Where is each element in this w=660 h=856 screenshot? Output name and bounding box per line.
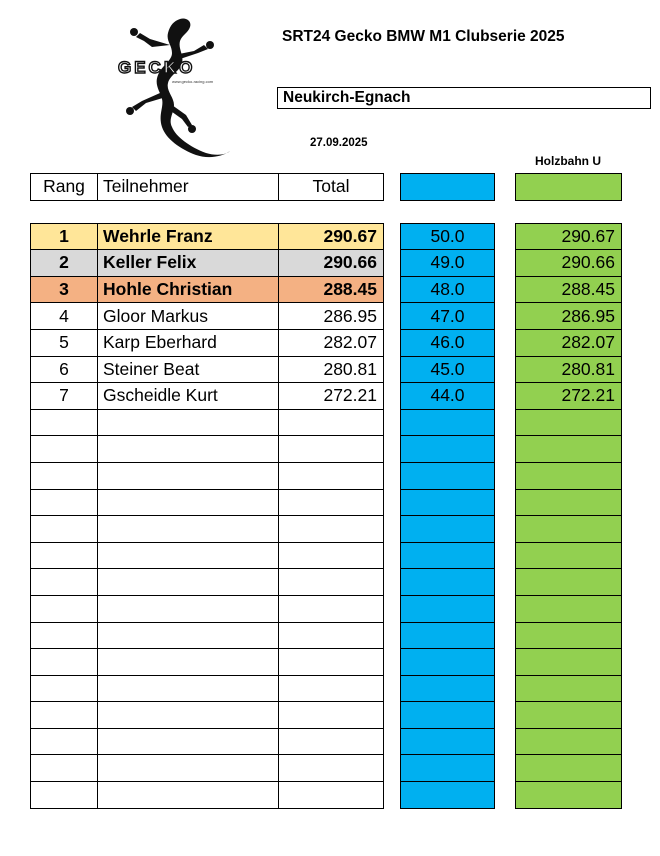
table-header-row	[31, 174, 384, 201]
empty-row	[31, 569, 384, 596]
points-cell: 47.0	[401, 303, 495, 330]
points-empty-cell	[401, 702, 495, 729]
empty-row	[31, 782, 384, 809]
lap-cell: 280.81	[516, 356, 622, 383]
table-row	[31, 329, 384, 356]
points-empty-cell	[401, 516, 495, 543]
participant-cell: Hohle Christian	[98, 276, 279, 303]
empty-row	[31, 649, 384, 676]
total-cell: 288.45	[279, 276, 384, 303]
header-rank: Rang	[31, 174, 98, 201]
total-cell: 290.67	[279, 223, 384, 250]
table-row	[31, 250, 384, 277]
lap-cell: 290.67	[516, 223, 622, 250]
table-row	[31, 223, 384, 250]
lap-cell: 290.66	[516, 250, 622, 277]
table-row	[31, 303, 384, 330]
gecko-logo	[110, 15, 235, 160]
points-column	[400, 173, 495, 809]
rank-cell: 3	[31, 276, 98, 303]
points-empty-cell	[401, 409, 495, 436]
empty-row	[31, 702, 384, 729]
race-date: 27.09.2025	[310, 137, 368, 149]
points-cell: 50.0	[401, 223, 495, 250]
empty-row	[31, 436, 384, 463]
table-row	[31, 276, 384, 303]
lap-empty-cell	[516, 728, 622, 755]
points-empty-cell	[401, 595, 495, 622]
rank-cell: 4	[31, 303, 98, 330]
lap-empty-cell	[516, 622, 622, 649]
rank-cell: 6	[31, 356, 98, 383]
lap-empty-cell	[516, 782, 622, 809]
location-field: Neukirch-Egnach	[277, 87, 651, 109]
lap-cell: 286.95	[516, 303, 622, 330]
empty-row	[31, 755, 384, 782]
total-cell: 280.81	[279, 356, 384, 383]
points-empty-cell	[401, 675, 495, 702]
empty-row	[31, 622, 384, 649]
lap-empty-cell	[516, 489, 622, 516]
empty-row	[31, 595, 384, 622]
empty-row	[31, 462, 384, 489]
empty-row	[31, 489, 384, 516]
empty-row	[31, 409, 384, 436]
rank-cell: 7	[31, 383, 98, 410]
points-empty-cell	[401, 436, 495, 463]
total-cell: 272.21	[279, 383, 384, 410]
participant-cell: Wehrle Franz	[98, 223, 279, 250]
points-empty-cell	[401, 728, 495, 755]
lap-empty-cell	[516, 755, 622, 782]
lap-empty-cell	[516, 702, 622, 729]
lap-empty-cell	[516, 542, 622, 569]
spacer-row	[31, 200, 384, 223]
participant-cell: Karp Eberhard	[98, 329, 279, 356]
lap-empty-cell	[516, 436, 622, 463]
header-total: Total	[279, 174, 384, 201]
lap-column-title: Holzbahn U	[535, 154, 601, 168]
lap-cell: 272.21	[516, 383, 622, 410]
rank-cell: 5	[31, 329, 98, 356]
lap-header-cell	[516, 174, 622, 201]
lap-empty-cell	[516, 649, 622, 676]
points-empty-cell	[401, 649, 495, 676]
points-empty-cell	[401, 462, 495, 489]
points-empty-cell	[401, 782, 495, 809]
points-header-cell	[401, 174, 495, 201]
table-row	[31, 356, 384, 383]
lap-empty-cell	[516, 595, 622, 622]
rank-cell: 1	[31, 223, 98, 250]
points-cell: 44.0	[401, 383, 495, 410]
lap-empty-cell	[516, 516, 622, 543]
points-cell: 49.0	[401, 250, 495, 277]
participant-cell: Gscheidle Kurt	[98, 383, 279, 410]
logo-url-text: www.gecko-racing.com	[172, 79, 214, 84]
lap-empty-cell	[516, 409, 622, 436]
total-cell: 290.66	[279, 250, 384, 277]
rank-cell: 2	[31, 250, 98, 277]
participant-cell: Keller Felix	[98, 250, 279, 277]
points-empty-cell	[401, 569, 495, 596]
participant-cell: Steiner Beat	[98, 356, 279, 383]
points-empty-cell	[401, 542, 495, 569]
points-empty-cell	[401, 622, 495, 649]
empty-row	[31, 542, 384, 569]
results-table	[30, 173, 384, 809]
page-title: SRT24 Gecko BMW M1 Clubserie 2025	[282, 28, 565, 45]
points-cell: 46.0	[401, 329, 495, 356]
points-empty-cell	[401, 489, 495, 516]
points-cell: 45.0	[401, 356, 495, 383]
empty-row	[31, 516, 384, 543]
lap-empty-cell	[516, 569, 622, 596]
table-row	[31, 383, 384, 410]
points-cell: 48.0	[401, 276, 495, 303]
header-participant: Teilnehmer	[98, 174, 279, 201]
lap-empty-cell	[516, 675, 622, 702]
total-cell: 286.95	[279, 303, 384, 330]
empty-row	[31, 728, 384, 755]
empty-row	[31, 675, 384, 702]
lap-column	[515, 173, 622, 809]
lap-empty-cell	[516, 462, 622, 489]
points-empty-cell	[401, 755, 495, 782]
lap-cell: 282.07	[516, 329, 622, 356]
total-cell: 282.07	[279, 329, 384, 356]
lap-cell: 288.45	[516, 276, 622, 303]
logo-brand-text: GECKO	[118, 58, 196, 77]
participant-cell: Gloor Markus	[98, 303, 279, 330]
